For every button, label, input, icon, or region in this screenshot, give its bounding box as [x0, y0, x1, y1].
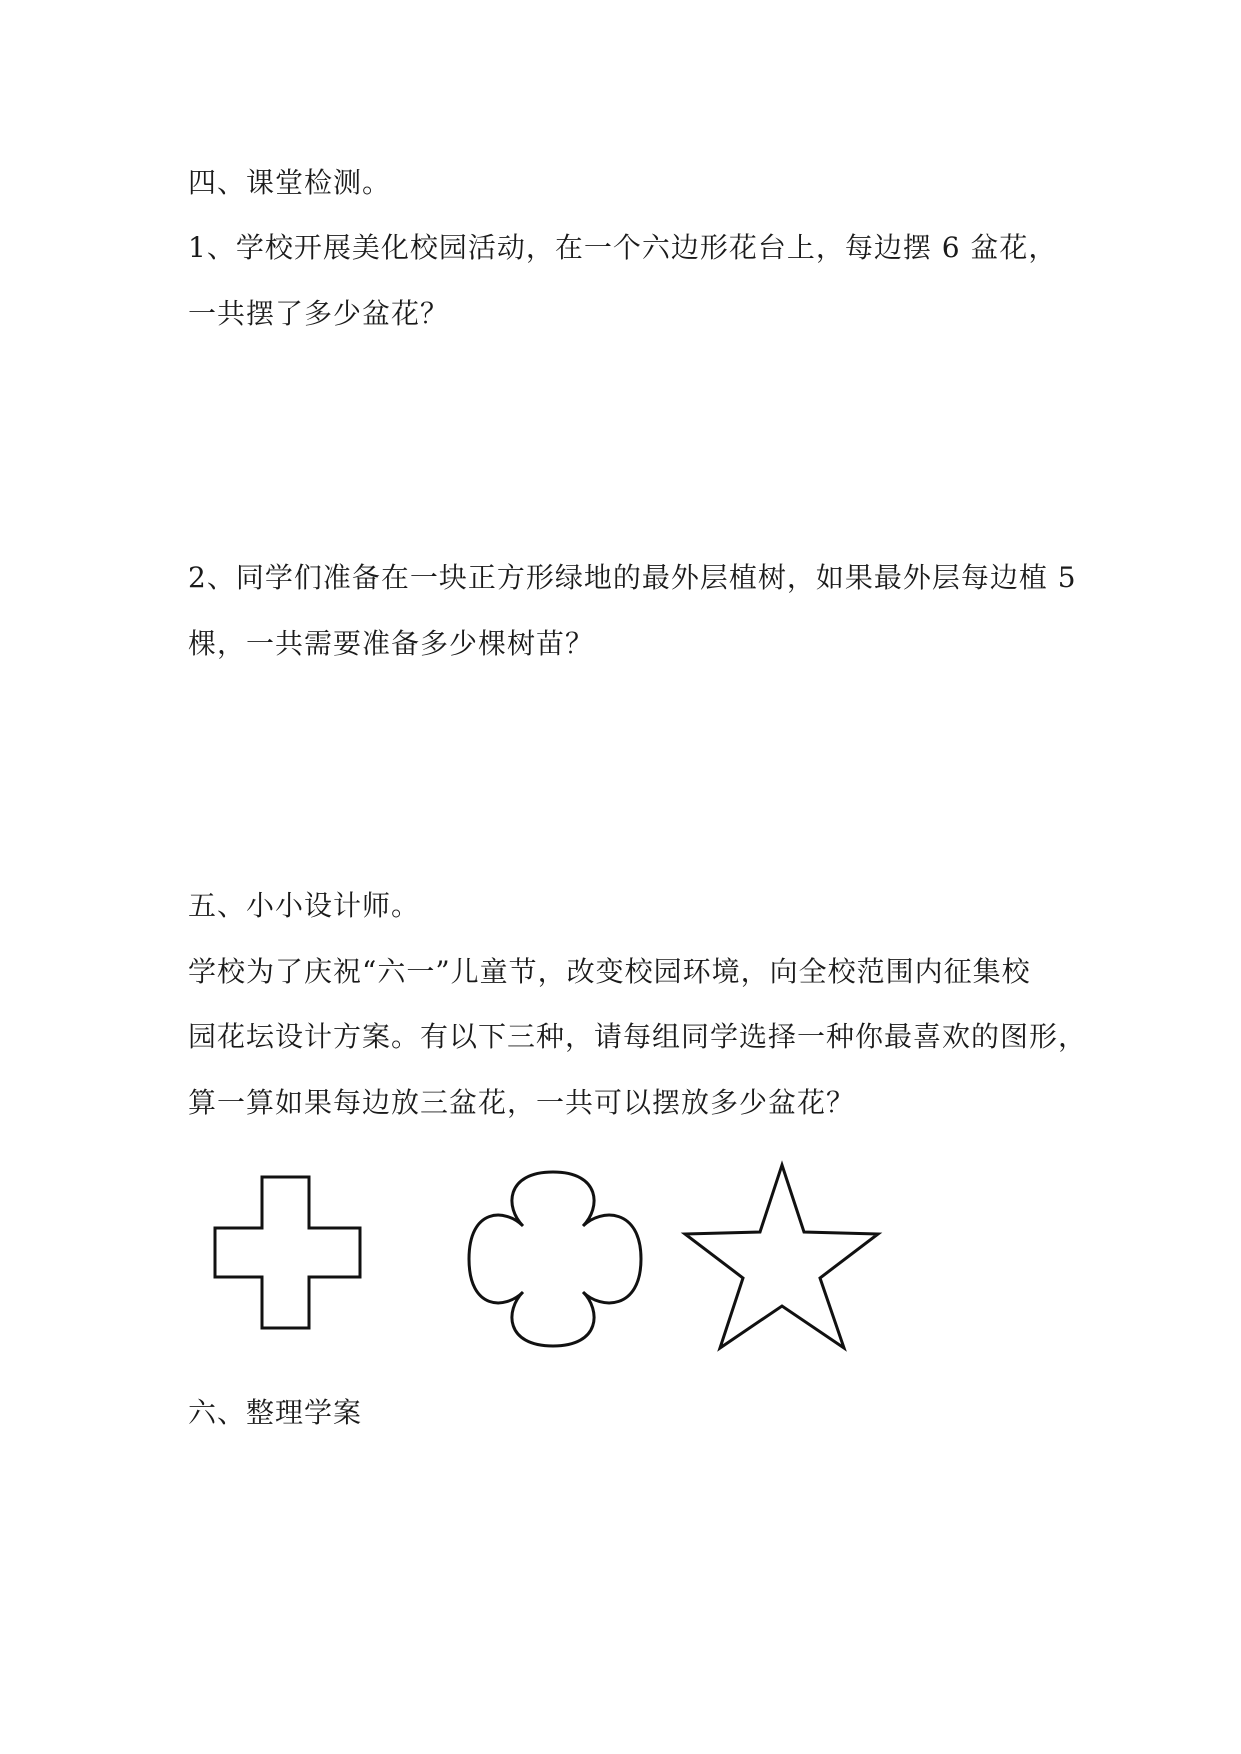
- section-5-line-3: 算一算如果每边放三盆花，一共可以摆放多少盆花？: [188, 1086, 856, 1119]
- section-5-line-1: 学校为了庆祝“六一”儿童节，改变校园环境，向全校范围内征集校: [188, 955, 1031, 988]
- question-1-line-1: 1、学校开展美化校园活动，在一个六边形花台上，每边摆 6 盆花，: [188, 231, 1058, 264]
- question-1-line-2: 一共摆了多少盆花？: [188, 297, 450, 330]
- section-6-heading: 六、整理学案: [188, 1396, 363, 1429]
- section-4-heading: 四、课堂检测。: [188, 166, 392, 199]
- section-5-heading: 五、小小设计师。: [188, 889, 421, 922]
- star-icon: [680, 1160, 885, 1355]
- four-leaf-icon: [465, 1168, 645, 1350]
- section-5-line-2: 园花坛设计方案。有以下三种，请每组同学选择一种你最喜欢的图形，: [188, 1020, 1088, 1053]
- question-2-line-2: 棵，一共需要准备多少棵树苗？: [188, 627, 595, 660]
- cross-icon: [210, 1173, 365, 1333]
- question-2-line-1: 2、同学们准备在一块正方形绿地的最外层植树，如果最外层每边植 5: [188, 561, 1077, 594]
